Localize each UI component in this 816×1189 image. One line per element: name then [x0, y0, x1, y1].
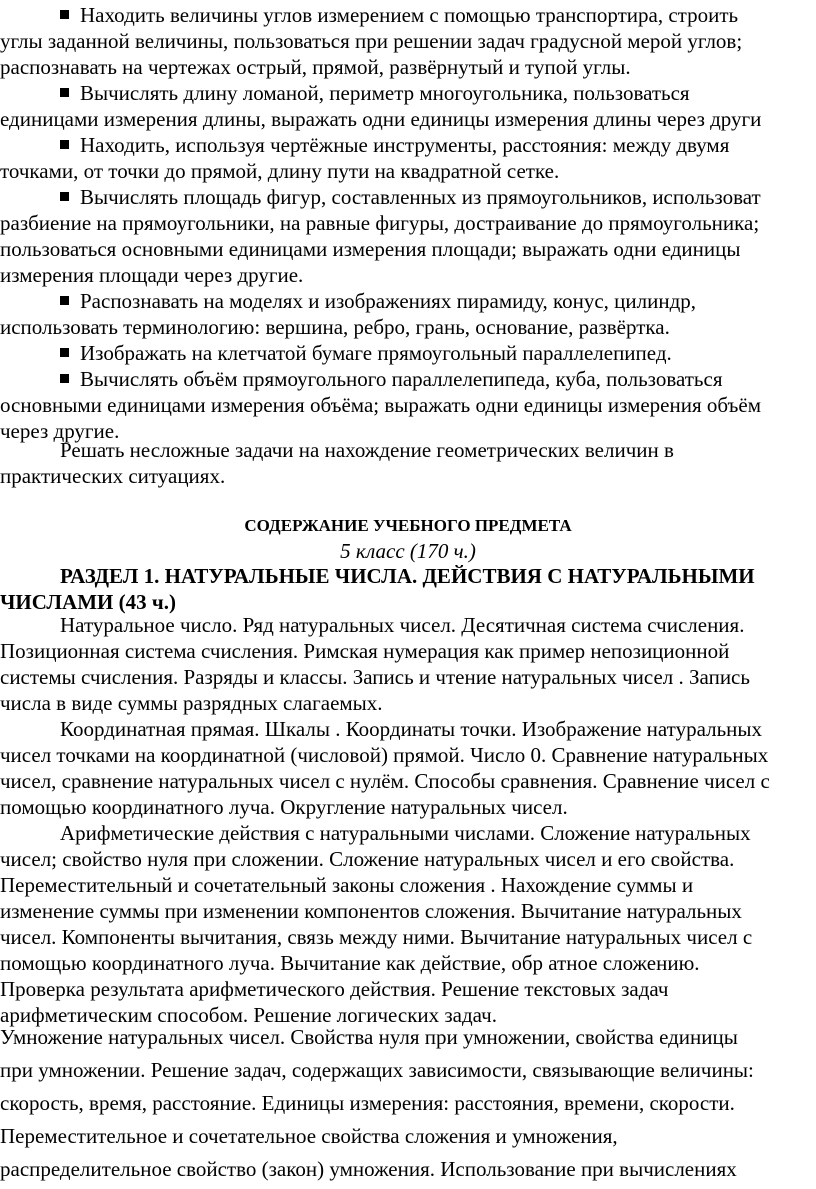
- text-line: чисел; свойство нуля при сложении. Сложение натуральных чисел и его свойства.: [0, 847, 735, 871]
- bullet-item: [0, 80, 816, 106]
- paragraph-multiplication: [0, 1024, 816, 1189]
- bullet-text: Вычислять длину ломаной, периметр многоугольника, пользоваться: [80, 81, 690, 105]
- paragraph-natural-numbers: [0, 612, 816, 716]
- text-line: помощью координатного луча. Вычитание как действие, обр атное сложению.: [0, 951, 700, 975]
- text-line: помощью координатного луча. Округление натуральных чисел.: [0, 795, 568, 819]
- bullet-text: углы заданной величины, пользоваться при решении задач градусной мерой углов;: [0, 29, 743, 53]
- square-bullet-icon: [60, 192, 69, 201]
- square-bullet-icon: [60, 374, 69, 383]
- text-line: Натуральное число. Ряд натуральных чисел. Десятичная система счисления.: [60, 613, 745, 637]
- text-line: Проверка результата арифметического действия. Решение текстовых задач: [0, 977, 669, 1001]
- bullet-item: [0, 184, 816, 210]
- text-line: [0, 28, 816, 54]
- bullet-text: основными единицами измерения объёма; выражать одни единицы измерения объём: [0, 393, 762, 417]
- grade-subheading: [0, 538, 816, 564]
- text-line: Позиционная система счисления. Римская нумерация как пример непозиционной: [0, 639, 730, 663]
- bullet-text: Вычислять площадь фигур, составленных из прямоугольников, использоват: [80, 185, 761, 209]
- text-line: [0, 314, 816, 340]
- paragraph-arithmetic: [0, 820, 816, 1028]
- text-line: скорость, время, расстояние. Единицы измерения: расстояния, времени, скорости.: [0, 1091, 735, 1115]
- text-line: распределительное свойство (закон) умножения. Использование при вычислениях: [0, 1157, 737, 1181]
- text-line: чисел. Компоненты вычитания, связь между ними. Вычитание натуральных чисел с: [0, 925, 753, 949]
- text-line: арифметическим способом. Решение логических задач.: [0, 1003, 497, 1027]
- text-line: чисел точками на координатной (числовой) прямой. Число 0. Сравнение натуральных: [0, 743, 769, 767]
- text-line: Решать несложные задачи на нахождение геометрических величин в: [60, 438, 674, 462]
- bullet-item: [0, 132, 816, 158]
- text-line: [0, 236, 816, 262]
- square-bullet-icon: [60, 140, 69, 149]
- bullet-item: [0, 366, 816, 392]
- text-line: [0, 392, 816, 418]
- text-line: РАЗДЕЛ 1. НАТУРАЛЬНЫЕ ЧИСЛА. ДЕЙСТВИЯ С НАТУРАЛЬНЫМИ: [60, 564, 755, 588]
- section-heading: [0, 563, 816, 615]
- square-bullet-icon: [60, 10, 69, 19]
- bullet-text: единицами измерения длины, выражать одни единицы измерения длины через други: [0, 107, 762, 131]
- bullet-text: Находить величины углов измерением с помощью транспортира, строить: [80, 3, 739, 27]
- bullet-text: пользоваться основными единицами измерения площади; выражать одни единицы: [0, 237, 741, 261]
- text-line: системы счисления. Разряды и классы. Запись и чтение натуральных чисел . Запись: [0, 665, 750, 689]
- bullet-text: Распознавать на моделях и изображениях пирамиду, конус, цилиндр,: [80, 289, 697, 313]
- content-heading: [0, 513, 816, 539]
- bullet-text: разбиение на прямоугольники, на равные фигуры, достраивание до прямоугольника;: [0, 211, 760, 235]
- bullet-text: измерения площади через другие.: [0, 263, 304, 287]
- text-line: [0, 262, 816, 288]
- text-line: ЧИСЛАМИ (43 ч.): [0, 590, 176, 614]
- bullet-text: через другие.: [0, 419, 120, 443]
- text-line: числа в виде суммы разрядных слагаемых.: [0, 691, 383, 715]
- text-line: [0, 210, 816, 236]
- text-line: Переместительное и сочетательное свойства сложения и умножения,: [0, 1124, 618, 1148]
- text-line: Умножение натуральных чисел. Свойства нуля при умножении, свойства единицы: [0, 1025, 738, 1049]
- paragraph-coordinate-line: [0, 716, 816, 820]
- text-line: Переместительный и сочетательный законы сложения . Нахождение суммы и: [0, 873, 694, 897]
- bullet-text: распознавать на чертежах острый, прямой, развёрнутый и тупой углы.: [0, 55, 631, 79]
- text-line: при умножении. Решение задач, содержащих зависимости, связывающие величины:: [0, 1058, 754, 1082]
- square-bullet-icon: [60, 348, 69, 357]
- grade-subheading-text: 5 класс (170 ч.): [340, 539, 476, 563]
- practical-paragraph: [0, 437, 816, 489]
- text-line: Координатная прямая. Шкалы . Координаты точки. Изображение натуральных: [60, 717, 762, 741]
- bullet-item: [0, 340, 816, 366]
- text-line: [0, 106, 816, 132]
- bullet-item: [0, 2, 816, 28]
- text-line: [0, 54, 816, 80]
- text-line: [0, 158, 816, 184]
- bullet-list: [0, 2, 816, 444]
- bullet-text: использовать терминологию: вершина, ребро, грань, основание, развёртка.: [0, 315, 670, 339]
- bullet-text: точками, от точки до прямой, длину пути на квадратной сетке.: [0, 159, 560, 183]
- text-line: изменение суммы при изменении компонентов сложения. Вычитание натуральных: [0, 899, 742, 923]
- square-bullet-icon: [60, 296, 69, 305]
- bullet-text: Находить, используя чертёжные инструменты, расстояния: между двумя: [80, 133, 730, 157]
- text-line: Арифметические действия с натуральными числами. Сложение натуральных: [60, 821, 751, 845]
- square-bullet-icon: [60, 88, 69, 97]
- text-line: практических ситуациях.: [0, 464, 226, 488]
- bullet-text: Вычислять объём прямоугольного параллелепипеда, куба, пользоваться: [80, 367, 723, 391]
- bullet-item: [0, 288, 816, 314]
- content-heading-text: СОДЕРЖАНИЕ УЧЕБНОГО ПРЕДМЕТА: [244, 516, 572, 535]
- text-line: чисел, сравнение натуральных чисел с нулём. Способы сравнения. Сравнение чисел с: [0, 769, 770, 793]
- bullet-text: Изображать на клетчатой бумаге прямоугольный параллелепипед.: [80, 341, 672, 365]
